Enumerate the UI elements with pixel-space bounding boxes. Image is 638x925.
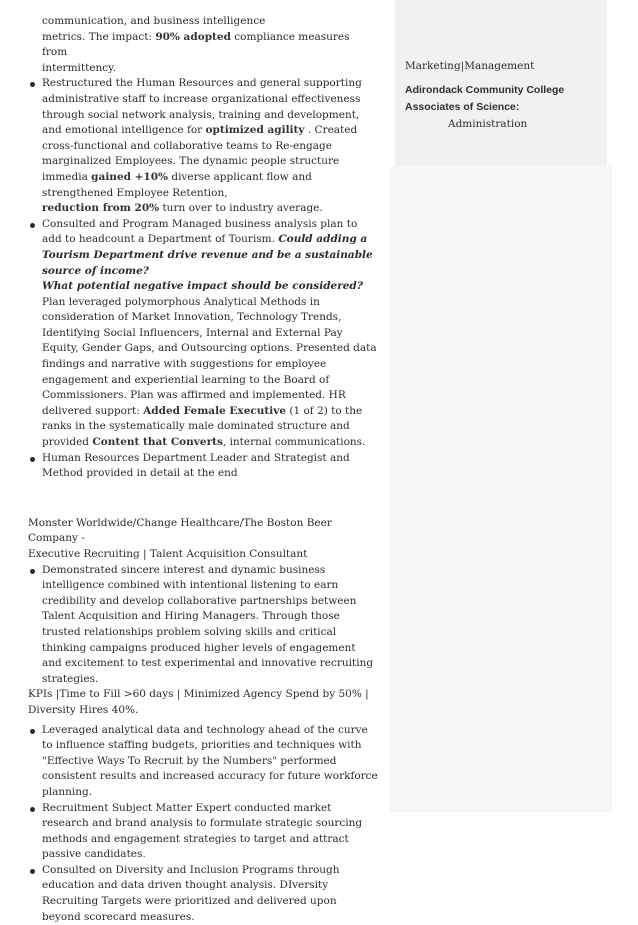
- bullet-icon: [30, 807, 35, 812]
- list-item: Consulted on Diversity and Inclusion Programs through education and data driven thought analysis. DIversity Recruiting Targets were prioritized and delivered upon beyond scorecard measures.: [28, 863, 378, 925]
- bullet-icon: [30, 729, 35, 734]
- list-item: Restructured the Human Resources and general supporting administrative staff to increase organizational effectiveness through social network analysis, training and development, and emotional intelligence for optimized agility . Created cross-functional and collaborative teams to Re-engage marginalized Employees. The dynamic people structure immedia gained +10% diverse applicant flow and strengthened Employee Retention, reduction from 20% turn over to industry average.: [28, 76, 378, 216]
- bullet-icon: [30, 82, 35, 87]
- resume-main-column: [28, 14, 378, 925]
- bullet-icon: [30, 869, 35, 874]
- role-line: Executive Recruiting | Talent Acquisition Consultant: [28, 548, 308, 560]
- text-line: intermittency.: [42, 61, 117, 74]
- sidebar-school: Adirondack Community College: [405, 84, 565, 96]
- text-line: communication, and business intelligence: [42, 15, 266, 27]
- list-item: Human Resources Department Leader and Strategist and Method provided in detail at the end: [28, 451, 378, 482]
- sidebar-background: [390, 166, 612, 812]
- achievement-list: [28, 76, 378, 481]
- achievement-list: [28, 723, 378, 925]
- achievement-list: [28, 563, 378, 688]
- continued-text: [28, 14, 378, 76]
- bullet-icon: [30, 457, 35, 462]
- text-line: metrics. The impact: 90% adopted compliance measures from: [42, 30, 350, 59]
- bullet-icon: [30, 569, 35, 574]
- company-line: Monster Worldwide/Change Healthcare/The Boston Beer Company -: [28, 516, 332, 545]
- kpi-line: KPIs |Time to Fill >60 days | Minimized Agency Spend by 50% | Diversity Hires 40%.: [28, 688, 369, 716]
- sidebar-education-panel: [395, 0, 607, 166]
- list-item: Demonstrated sincere interest and dynamic business intelligence combined with intentional listening to earn credibility and develop collaborative partnerships between Talent Acquisition and Hiring Managers. Through those trusted relationships problem solving skills and critical thinking campaigns produced higher levels of engagement and excitement to test experimental and innovative recruiting strategies.: [28, 563, 378, 688]
- job-title-heading: [28, 516, 378, 563]
- list-item: Consulted and Program Managed business analysis plan to add to headcount a Department of Tourism. Could adding a Tourism Department drive revenue and be a sustainable source of income? What potential negative impact should be considered? Plan leveraged polymorphous Analytical Methods in consideration of Market Innovation, Technology Trends, Identifying Social Influencers, Internal and External Pay Equity, Gender Gaps, and Outsourcing options. Presented data findings and narrative with suggestions for employee engagement and experiential learning to the Board of Commissioners. Plan was affirmed and implemented. HR delivered support: Added Female Executive (1 of 2) to the ranks in the systematically male dominated structure and provided Content that Converts, internal communications.: [28, 217, 378, 451]
- sidebar-field: Marketing|Management: [405, 60, 535, 72]
- list-item: Recruitment Subject Matter Expert conducted market research and brand analysis to formulate strategic sourcing methods and engagement strategies to target and attract passive candidates.: [28, 801, 378, 863]
- bullet-icon: [30, 223, 35, 228]
- list-item: Leveraged analytical data and technology ahead of the curve to influence staffing budgets, priorities and techniques with "Effective Ways To Recruit by the Numbers" performed consistent results and increased accuracy for future workforce planning.: [28, 723, 378, 801]
- sidebar-degree: Associates of Science:: [405, 101, 520, 113]
- sidebar-major: Administration: [448, 118, 528, 130]
